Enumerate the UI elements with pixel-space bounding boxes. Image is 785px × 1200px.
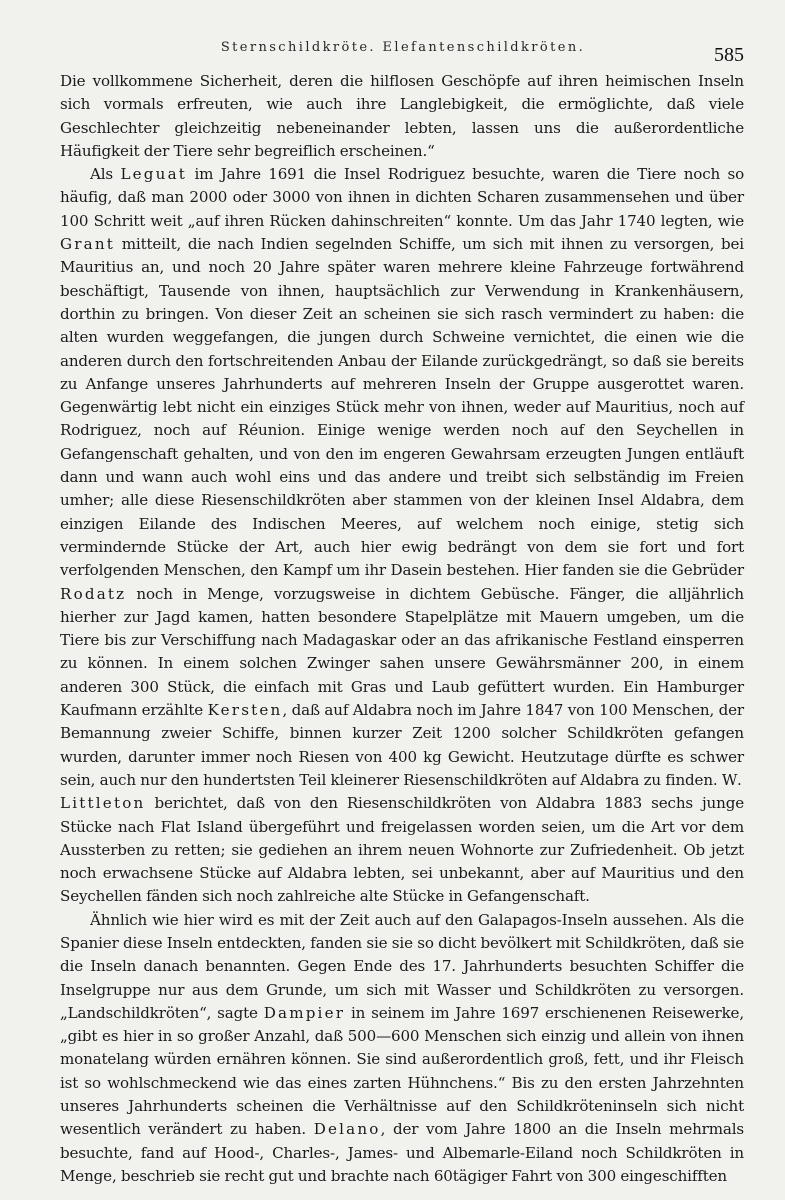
page-number: 585 <box>714 44 744 66</box>
spaced-name: Delano <box>313 1120 381 1139</box>
page-header <box>60 32 746 66</box>
paragraph <box>60 70 744 163</box>
text-run: im Jahre 1691 die Insel Rodriguez besuchte, waren die Tiere noch so häufig, daß man 2000 oder 3000 von ihnen in dichten Scharen zusammensehen und über 100 Schritt weit „auf ihren Rücken dahinschreiten“ konnte. Um das Jahr 1740 legten, wie <box>60 165 745 230</box>
body-text <box>60 70 744 1188</box>
text-run: noch in Menge, vorzugsweise in dichtem Gebüsche. Fänger, die alljährlich hierher zur Jagd kamen, hatten besondere Stapelplätze mit Mauern umgeben, um die Tiere bis zur Verschiffung nach Madagaskar oder an das afrikanische Festland einsperren zu können. In einem solchen Zwinger sahen unsere Gewährsmänner 200, in einem anderen 300 Stück, die einfach mit Gras und Laub gefüttert wurden. Ein Hamburger Kaufmann erzählte <box>60 584 744 720</box>
spaced-name: Leguat <box>120 165 188 184</box>
text-run: , der vom Jahre 1800 an die Inseln mehrmals besuchte, fand auf Hood-, Charles-, James- und Albemarle-Eiland noch Schildkröten in Menge, beschrieb sie recht gut und brachte nach 60tägiger Fahrt von 300 eingeschifften <box>60 1120 744 1185</box>
text-run: Ähnlich wie hier wird es mit der Zeit auch auf den Galapagos-Inseln aussehen. Als die Spanier diese Inseln entdeckten, fanden sie sie so dicht bevölkert mit Schildkröten, daß sie die Inseln danach benannten. Gegen Ende des 17. Jahrhunderts besuchten Schiffer die Inselgruppe nur aus dem Grunde, um sich mit Wasser und Schildkröten zu versorgen. „Landschildkröten“, sagte <box>60 910 744 1022</box>
text-run: , daß auf Aldabra noch im Jahre 1847 von 100 Menschen, der Bemannung zweier Schiffe, binnen kurzer Zeit 1200 solcher Schildkröten gefangen wurden, darunter immer noch Riesen von 400 kg Gewicht. Heutzutage dürfte es schwer sein, auch nur den hundertsten Teil kleinerer Riesenschildkröten auf Aldabra zu finden. <box>60 701 744 789</box>
text-run: berichtet, daß von den Riesenschildkröten von Aldabra 1883 sechs junge Stücke nach Flat Island übergeführt und freigelassen worden seien, um die Art vor dem Aussterben zu retten; sie gediehen an ihrem neuen Wohnorte zur Zufriedenheit. Ob jetzt noch erwachsene Stücke auf Aldabra lebten, sei unbekannt, aber auf Mauritius und den Seychellen fänden sich noch zahlreiche alte Stücke in Gefangenschaft. <box>60 794 744 906</box>
text-run: Als <box>90 165 121 184</box>
spaced-name: Kersten <box>207 701 283 720</box>
spaced-name: Grant <box>60 235 116 254</box>
spaced-name: Rodatz <box>60 584 127 603</box>
running-head: Sternschildkröte. Elefantenschildkröten. <box>220 40 586 55</box>
text-run: in seinem im Jahre 1697 erschienenen Reisewerke, „gibt es hier in so großer Anzahl, daß 500—600 Menschen sich einzig und allein von ihnen monatelang würden ernähren können. Sie sind außerordentlich groß, fett, und ihr Fleisch ist so wohlschmeckend wie das eines zarten Hühnchens.“ Bis zu den ersten Jahrzehnten unseres Jahrhunderts scheinen die Verhältnisse auf den Schildkröteninseln sich nicht wesentlich verändert zu haben. <box>60 1003 744 1139</box>
text-run: mitteilt, die nach Indien segelnden Schiffe, um sich mit ihnen zu versorgen, bei Mauritius an, und noch 20 Jahre später waren mehrere kleine Fahrzeuge fortwährend beschäftigt, Tausende von ihnen, hauptsächlich zur Verwendung in Krankenhäusern, dorthin zu bringen. Von dieser Zeit an scheinen sie sich rasch vermindert zu haben: die alten wurden weggefangen, die jungen durch Schweine vernichtet, die einen wie die anderen durch den fortschreitenden Anbau der Eilande zurückgedrängt, so daß sie bereits zu Anfange unseres Jahrhunderts auf mehreren Inseln der Gruppe ausgerottet waren. Gegenwärtig lebt nicht ein einziges Stück mehr von ihnen, weder auf Mauritius, noch auf Rodriguez, noch auf Réunion. Einige wenige werden noch auf den Seychellen in Gefangenschaft gehalten, und von den im engeren Gewahrsam erzeugten Jungen entläuft dann und wann auch wohl eins und das andere und treibt sich selbständig im Freien umher; alle diese Riesenschildkröten aber stammen von der kleinen Insel Aldabra, dem einzigen Eilande des Indischen Meeres, auf welchem noch einige, stetig sich vermindernde Stücke der Art, auch hier ewig bedrängt von dem sie fort und fort verfolgenden Menschen, den Kampf um ihr Dasein bestehen. Hier fanden sie die Gebrüder <box>60 235 744 580</box>
spaced-name: Dampier <box>263 1003 346 1022</box>
paragraph <box>60 163 744 909</box>
spaced-name: W. Littleton <box>60 770 744 813</box>
text-run: Die vollkommene Sicherheit, deren die hilflosen Geschöpfe auf ihren heimischen Inseln sich vormals erfreuten, wie auch ihre Langlebigkeit, die ermöglichte, daß viele Geschlechter gleichzeitig nebeneinander lebten, lassen uns die außerordentliche Häufigkeit der Tiere sehr begreiflich erscheinen.“ <box>60 72 744 160</box>
paragraph <box>60 909 744 1189</box>
